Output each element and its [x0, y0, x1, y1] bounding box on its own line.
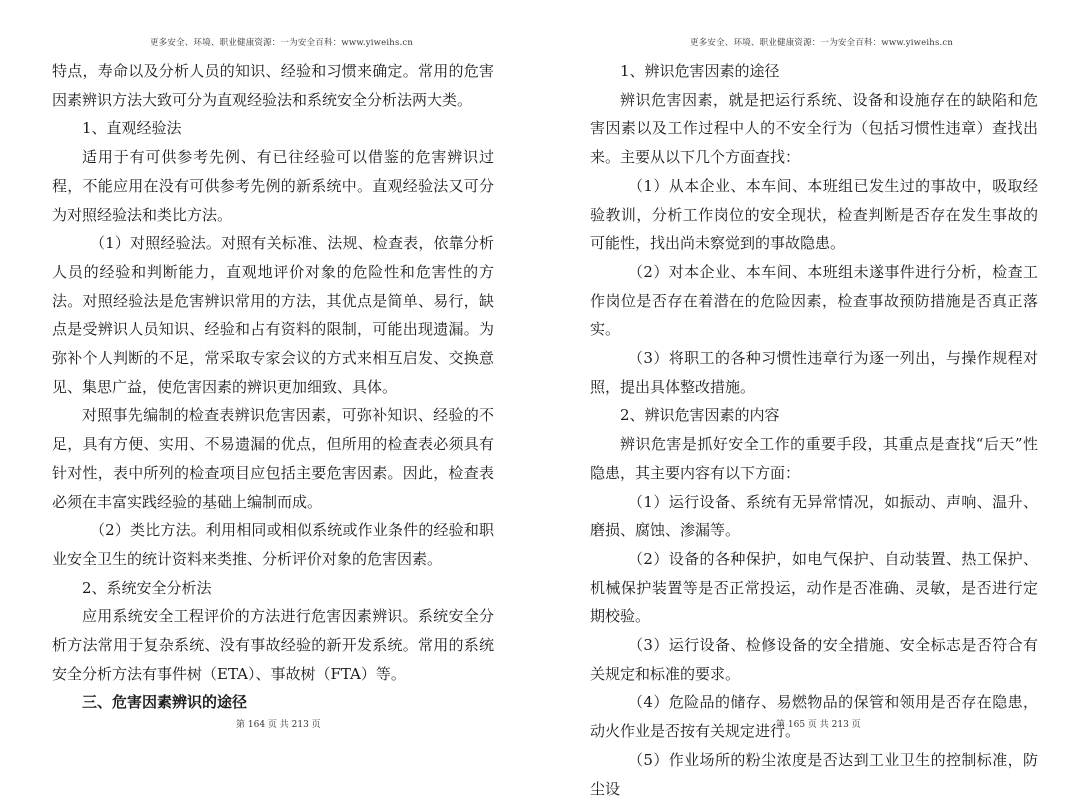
chapter-heading: 三、危害因素辨识的途径 — [82, 693, 248, 712]
paragraph: （4）危险品的储存、易燃物品的保管和领用是否存在隐患，动火作业是否按有关规定进行。 — [590, 693, 1038, 741]
paragraph: 辨识危害是抓好安全工作的重要手段，其重点是查找“后天”性隐患，其主要内容有以下方面： — [590, 435, 1038, 482]
page-header: 更多安全、环境、职业健康资源：一为安全百科：www.yiweihs.cn — [150, 38, 414, 48]
paragraph: （3）将职工的各种习惯性违章行为逐一列出，与操作规程对照，提出具体整改措施。 — [590, 349, 1038, 396]
section-heading: 1、辨识危害因素的途径 — [620, 62, 780, 80]
page-footer: 第 165 页 共 213 页 — [776, 720, 861, 730]
paragraph: 适用于有可供参考先例、有已往经验可以借鉴的危害辨识过程，不能应用在没有可供参考先例的新系统中。直观经验法又可分为对照经验法和类比方法。 — [52, 148, 494, 224]
paragraph: （2）对本企业、本车间、本班组未遂事件进行分析，检查工作岗位是否存在着潜在的危险因素，检查事故预防措施是否真正落实。 — [590, 262, 1038, 339]
paragraph: （5）作业场所的粉尘浓度是否达到工业卫生的控制标准，防尘设 — [590, 750, 1038, 798]
paragraph: （1）对照经验法。对照有关标准、法规、检查表，依靠分析人员的经验和判断能力，直观地评价对象的危险性和危害性的方法。对照经验法是危害辨识常用的方法，其优点是简单、易行，缺点是受辨识人员知识、经验和占有资料的限制，可能出现遗漏。为弥补个人判断的不足，常采取专家会议的方式来相互启发、交换意见、集思广益，使危害因素的辨识更加细致、具体。 — [52, 234, 494, 396]
paragraph: （2）设备的各种保护，如电气保护、自动装置、热工保护、机械保护装置等是否正常投运，动作是否准确、灵敏，是否进行定期校验。 — [590, 549, 1038, 626]
section-heading: 1、直观经验法 — [82, 119, 182, 138]
page-header: 更多安全、环境、职业健康资源：一为安全百科：www.yiweihs.cn — [690, 38, 954, 48]
paragraph: 特点，寿命以及分析人员的知识、经验和习惯来确定。常用的危害因素辨识方法大致可分为直观经验法和系统安全分析法两大类。 — [52, 62, 494, 109]
paragraph: 应用系统安全工程评价的方法进行危害因素辨识。系统安全分析方法常用于复杂系统、没有事故经验的新开发系统。常用的系统安全分析方法有事件树（ETA）、事故树（FTA）等。 — [52, 607, 494, 683]
page-footer: 第 164 页 共 213 页 — [236, 720, 321, 730]
right-page — [540, 0, 1080, 798]
paragraph: （3）运行设备、检修设备的安全措施、安全标志是否符合有关规定和标准的要求。 — [590, 636, 1038, 683]
page-body — [590, 57, 1038, 803]
section-heading: 2、系统安全分析法 — [82, 578, 212, 597]
left-page — [0, 0, 540, 763]
paragraph: 对照事先编制的检查表辨识危害因素，可弥补知识、经验的不足，具有方便、实用、不易遗漏的优点，但所用的检查表必须具有针对性，表中所列的检查项目应包括主要危害因素。因此，检查表必须在丰富实践经验的基础上编制而成。 — [52, 406, 494, 511]
paragraph: 辨识危害因素，就是把运行系统、设备和设施存在的缺陷和危害因素以及工作过程中人的不安全行为（包括习惯性违章）查找出来。主要从以下几个方面查找： — [590, 90, 1038, 167]
paragraph: （2）类比方法。利用相同或相似系统或作业条件的经验和职业安全卫生的统计资料来类推、分析评价对象的危害因素。 — [52, 521, 494, 568]
page-body — [52, 57, 494, 717]
paragraph: （1）从本企业、本车间、本班组已发生过的事故中，吸取经验教训，分析工作岗位的安全现状，检查判断是否存在发生事故的可能性，找出尚未察觉到的事故隐患。 — [590, 176, 1038, 253]
section-heading: 2、辨识危害因素的内容 — [620, 406, 780, 425]
paragraph: （1）运行设备、系统有无异常情况，如振动、声响、温升、磨损、腐蚀、渗漏等。 — [590, 492, 1038, 540]
